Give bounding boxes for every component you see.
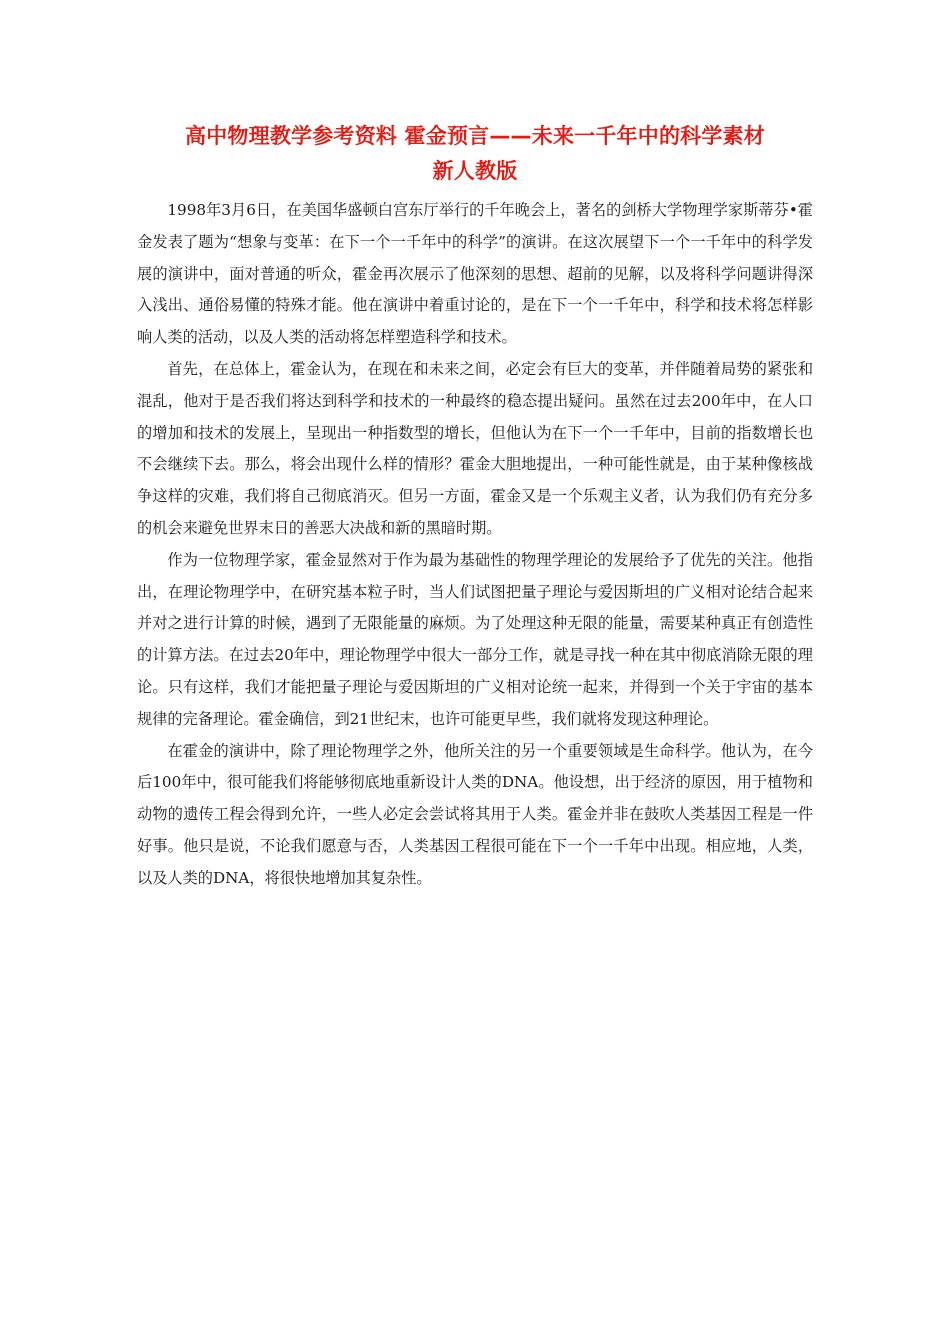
- document-title: [137, 119, 813, 189]
- title-line-1: 高中物理教学参考资料 霍金预言——未来一千年中的科学素材: [185, 124, 765, 148]
- document-body: [137, 195, 813, 895]
- paragraph-4: 在霍金的演讲中，除了理论物理学之外，他所关注的另一个重要领域是生命科学。他认为，在今后100年中，很可能我们将能够彻底地重新设计人类的DNA。他设想，出于经济的原因，用于植物和动物的遗传工程会得到允许，一些人必定会尝试将其用于人类。霍金并非在鼓吹人类基因工程是一件好事。他只是说，不论我们愿意与否，人类基因工程很可能在下一个一千年中出现。相应地，人类，以及人类的DNA，将很快地增加其复杂性。: [137, 741, 813, 887]
- paragraph-3: 作为一位物理学家，霍金显然对于作为最为基础性的物理学理论的发展给予了优先的关注。他指出，在理论物理学中，在研究基本粒子时，当人们试图把量子理论与爱因斯坦的广义相对论结合起来并对之进行计算的时候，遇到了无限能量的麻烦。为了处理这种无限的能量，需要某种真正有创造性的计算方法。在过去20年中，理论物理学中很大一部分工作，就是寻找一种在其中彻底消除无限的理论。只有这样，我们才能把量子理论与爱因斯坦的广义相对论统一起来，并得到一个关于宇宙的基本规律的完备理论。霍金确信，到21世纪末，也许可能更早些，我们就将发现这种理论。: [137, 550, 813, 728]
- paragraph-2: 首先，在总体上，霍金认为，在现在和未来之间，必定会有巨大的变革，并伴随着局势的紧张和混乱，他对于是否我们将达到科学和技术的一种最终的稳态提出疑问。虽然在过去200年中，在人口的增加和技术的发展上，呈现出一种指数型的增长，但他认为在下一个一千年中，目前的指数增长也不会继续下去。那么，将会出现什么样的情形？霍金大胆地提出，一种可能性就是，由于某种像核战争这样的灾难，我们将自己彻底消灭。但另一方面，霍金又是一个乐观主义者，认为我们仍有充分多的机会来避免世界末日的善恶大决战和新的黑暗时期。: [137, 359, 813, 537]
- title-line-2: 新人教版: [432, 159, 518, 183]
- paragraph-1: 1998年3月6日，在美国华盛顿白宫东厅举行的千年晚会上，著名的剑桥大学物理学家斯蒂芬•霍金发表了题为“想象与变革：在下一个一千年中的科学”的演讲。在这次展望下一个一千年中的科学发展的演讲中，面对普通的听众，霍金再次展示了他深刻的思想、超前的见解，以及将科学问题讲得深入浅出、通俗易懂的特殊才能。他在演讲中着重讨论的，是在下一个一千年中，科学和技术将怎样影响人类的活动，以及人类的活动将怎样塑造科学和技术。: [137, 201, 813, 347]
